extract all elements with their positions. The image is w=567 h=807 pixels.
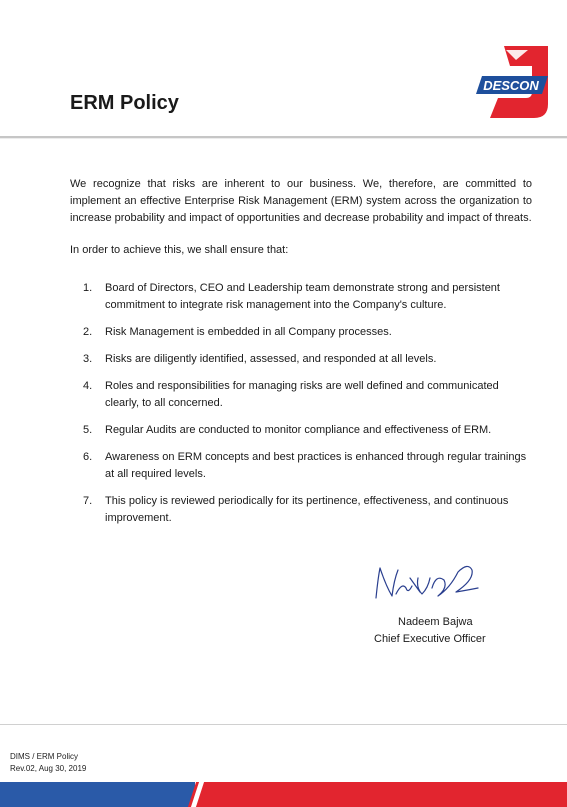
item-text: Board of Directors, CEO and Leadership team demonstrate strong and persistent commitment to integrate risk management into the Company's culture. — [105, 282, 500, 311]
signatory-role: Chief Executive Officer — [374, 633, 486, 645]
list-item — [83, 422, 532, 439]
footer-divider — [0, 724, 567, 725]
page-title: ERM Policy — [70, 92, 179, 114]
item-number: 7. — [83, 495, 93, 507]
policy-list — [70, 280, 532, 527]
item-text: Awareness on ERM concepts and best practices is enhanced through regular trainings at all required levels. — [105, 451, 527, 480]
footer-reference — [10, 751, 86, 775]
list-item — [83, 351, 532, 368]
item-number: 5. — [83, 424, 93, 436]
item-number: 4. — [83, 380, 93, 392]
logo-wordmark: DESCON — [483, 78, 539, 93]
footer-band-blue — [0, 782, 195, 807]
lead-sentence: In order to achieve this, we shall ensure that: — [70, 244, 289, 256]
list-item — [83, 378, 532, 412]
handwritten-signature — [372, 558, 480, 606]
item-number: 2. — [83, 326, 93, 338]
header-divider-shadow — [0, 138, 567, 139]
intro-paragraph: We recognize that risks are inherent to our business. We, therefore, are committed to implement an effective Enterprise Risk Management (ERM) system across the organization to increase probability and impact of opportunities and decrease probability and impact of threats. — [70, 178, 532, 224]
policy-body — [70, 176, 532, 537]
list-item — [83, 449, 532, 483]
list-item — [83, 280, 532, 314]
item-number: 6. — [83, 451, 93, 463]
signatory-name: Nadeem Bajwa — [398, 616, 473, 628]
footer-band-red — [200, 782, 567, 807]
signatory-block — [374, 614, 486, 648]
item-text: Regular Audits are conducted to monitor compliance and effectiveness of ERM. — [105, 424, 492, 436]
descon-logo — [476, 44, 550, 120]
item-text: Roles and responsibilities for managing risks are well defined and communicated clearly, to all concerned. — [105, 380, 499, 409]
document-reference: DIMS / ERM Policy — [10, 752, 79, 761]
list-item — [83, 493, 532, 527]
revision-info: Rev.02, Aug 30, 2019 — [10, 764, 87, 773]
item-number: 1. — [83, 282, 93, 294]
item-number: 3. — [83, 353, 93, 365]
item-text: Risks are diligently identified, assessed, and responded at all levels. — [105, 353, 437, 365]
item-text: This policy is reviewed periodically for its pertinence, effectiveness, and continuous improvement. — [105, 495, 509, 524]
list-item — [83, 324, 532, 341]
item-text: Risk Management is embedded in all Company processes. — [105, 326, 392, 338]
